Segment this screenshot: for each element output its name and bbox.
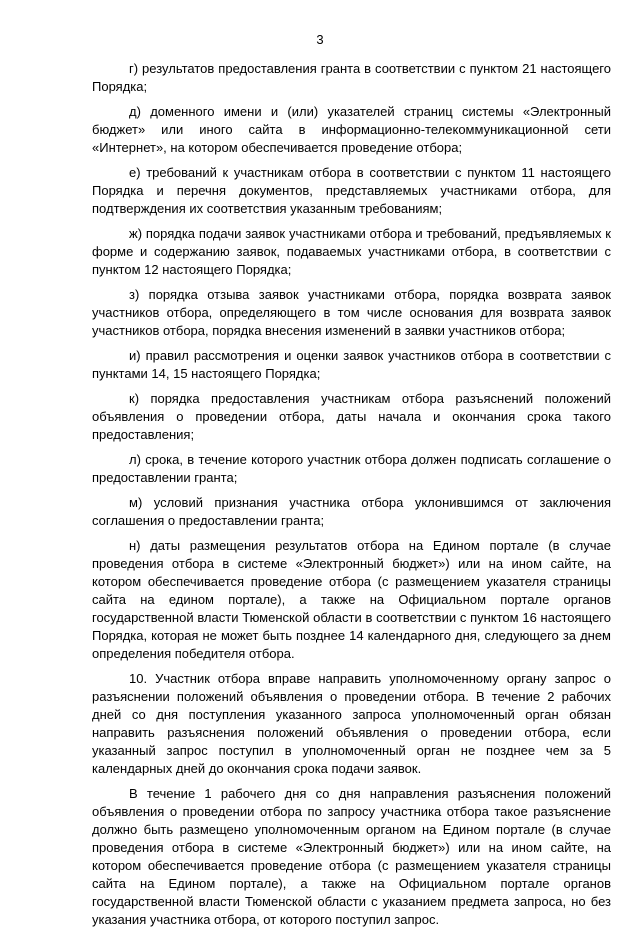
paragraph-g: г) результатов предоставления гранта в соответствии с пунктом 21 настоящего Порядка; [92, 61, 611, 94]
document-body [92, 60, 611, 929]
paragraph-l: л) срока, в течение которого участник отбора должен подписать соглашение о предоставлении гранта; [92, 452, 611, 485]
paragraph-n: н) даты размещения результатов отбора на Едином портале (в случае проведения отбора в системе «Электронный бюджет») или на ином сайте, на котором обеспечивается проведение отбора (с размещением указателя страницы сайта на едином портале), а также на Официальном портале органов государственной власти Тюменской области в соответствии с пунктом 16 настоящего Порядка, которая не может быть позднее 14 календарного дня, следующего за днем определения победителя отбора. [92, 538, 611, 661]
page-number: 3 [316, 32, 324, 47]
paragraph-zh: ж) порядка подачи заявок участниками отбора и требований, предъявляемых к форме и содержанию заявок, подаваемых участниками отбора, в соответствии с пунктом 12 настоящего Порядка; [92, 226, 611, 277]
paragraph-10: 10. Участник отбора вправе направить уполномоченному органу запрос о разъяснении положений объявления о проведении отбора. В течение 2 рабочих дней со дня поступления указанного запроса уполномоченный орган обязан направить разъяснения положений объявления о проведении отбора, если указанный запрос поступил в уполномоченный орган не позднее чем за 5 календарных дней до окончания срока подачи заявок. [92, 671, 611, 776]
paragraph-m: м) условий признания участника отбора уклонившимся от заключения соглашения о предоставлении гранта; [92, 495, 611, 528]
paragraph-clarification-publication: В течение 1 рабочего дня со дня направления разъяснения положений объявления о проведении отбора по запросу участника отбора такое разъяснение должно быть размещено уполномоченным органом на Едином портале (в случае проведения отбора в системе «Электронный бюджет») или на ином сайте, на котором обеспечивается проведение отбора (с размещением указателя страницы сайта на Едином портале), а также на Официальном портале органов государственной власти Тюменской области с указанием предмета запроса, но без указания участника отбора, от которого поступил запрос. [92, 786, 611, 927]
paragraph-z: з) порядка отзыва заявок участниками отбора, порядка возврата заявок участников отбора, определяющего в том числе основания для возврата заявок участников отбора, порядка внесения изменений в заявки участников отбора; [92, 287, 611, 338]
paragraph-k: к) порядка предоставления участникам отбора разъяснений положений объявления о проведении отбора, даты начала и окончания срока такого предоставления; [92, 391, 611, 442]
paragraph-i: и) правил рассмотрения и оценки заявок участников отбора в соответствии с пунктами 14, 15 настоящего Порядка; [92, 348, 611, 381]
paragraph-e: е) требований к участникам отбора в соответствии с пунктом 11 настоящего Порядка и перечня документов, представляемых участниками отбора, для подтверждения их соответствия указанным требованиям; [92, 165, 611, 216]
paragraph-d: д) доменного имени и (или) указателей страниц системы «Электронный бюджет» или иного сайта в информационно-телекоммуникационной сети «Интернет», на котором обеспечивается проведение отбора; [92, 104, 611, 155]
